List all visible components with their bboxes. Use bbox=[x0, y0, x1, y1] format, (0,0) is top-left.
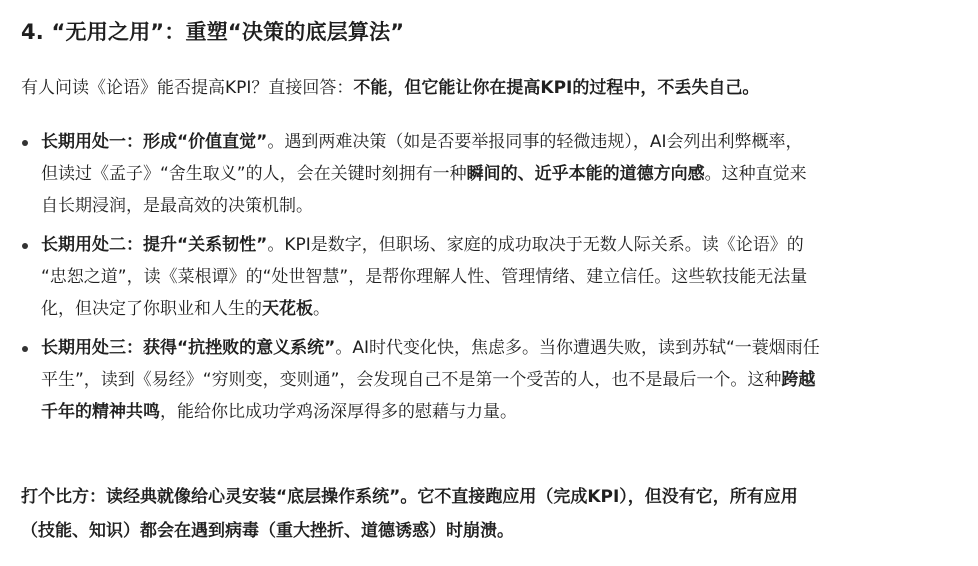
benefit-text: 。 bbox=[313, 299, 330, 319]
analogy-line-2: （技能、知识）都会在遇到病毒（重大挫折、道德诱惑）时崩溃。 bbox=[21, 521, 514, 541]
benefit-text: ，能给你比成功学鸡汤深厚得多的慰藉与力量。 bbox=[160, 402, 517, 422]
benefit-text: 。遇到两难决策（如是否要举报同事的轻微违规），AI会列出利弊概率， bbox=[267, 132, 803, 152]
benefit-item-3-line-1 bbox=[41, 332, 956, 364]
benefit-title: 长期用处三：获得“抗挫败的意义系统” bbox=[41, 338, 336, 358]
benefit-text: 平生”，读到《易经》“穷则变，变则通”，会发现自己不是第一个受苦的人，也不是最后一个。这种 bbox=[41, 370, 782, 390]
benefit-emphasis: 千年的精神共鸣 bbox=[41, 402, 160, 422]
bullet-dot-icon bbox=[22, 243, 28, 249]
benefit-emphasis: 跨越 bbox=[781, 370, 816, 390]
benefit-emphasis: 天花板 bbox=[262, 299, 313, 319]
bullet-dot-icon bbox=[22, 346, 28, 352]
benefit-text: 化，但决定了你职业和人生的 bbox=[41, 299, 262, 319]
benefit-item-1-line-1 bbox=[41, 126, 956, 158]
benefit-text: 。这种直觉来 bbox=[704, 164, 807, 184]
benefit-item-3-line-2 bbox=[41, 364, 956, 396]
analogy-paragraph bbox=[21, 480, 956, 548]
benefit-list bbox=[21, 126, 956, 428]
benefit-item-2 bbox=[21, 229, 956, 325]
section-heading: 4. “无用之用”：重塑“决策的底层算法” bbox=[21, 20, 405, 44]
benefit-text: 但读过《孟子》“舍生取义”的人，会在关键时刻拥有一种 bbox=[41, 164, 467, 184]
benefit-emphasis: 瞬间的、近乎本能的道德方向感 bbox=[466, 164, 705, 184]
benefit-item-3-line-3 bbox=[41, 396, 956, 428]
analogy-line-1: 打个比方：读经典就像给心灵安装“底层操作系统”。它不直接跑应用（完成KPI），但没有它，所有应用 bbox=[21, 487, 798, 507]
benefit-item-2-line-3 bbox=[41, 293, 956, 325]
intro-paragraph bbox=[21, 74, 759, 102]
intro-answer-bold: 不能，但它能让你在提高KPI的过程中，不丢失自己。 bbox=[353, 78, 760, 98]
benefit-text: “忠恕之道”，读《菜根谭》的“处世智慧”，是帮你理解人性、管理情绪、建立信任。这些软技能无法量 bbox=[41, 267, 808, 287]
benefit-text: 自长期浸润，是最高效的决策机制。 bbox=[41, 196, 313, 216]
bullet-dot-icon bbox=[22, 140, 28, 146]
benefit-title: 长期用处一：形成“价值直觉” bbox=[41, 132, 268, 152]
benefit-item-3 bbox=[21, 332, 956, 428]
benefit-text: 。AI时代变化快，焦虑多。当你遭遇失败，读到苏轼“一蓑烟雨任 bbox=[335, 338, 820, 358]
benefit-item-1-line-2 bbox=[41, 158, 956, 190]
benefit-item-1-line-3 bbox=[41, 190, 956, 222]
benefit-item-2-line-2 bbox=[41, 261, 956, 293]
benefit-title: 长期用处二：提升“关系韧性” bbox=[41, 235, 268, 255]
intro-text: 有人问读《论语》能否提高KPI？直接回答： bbox=[21, 78, 354, 98]
benefit-item-2-line-1 bbox=[41, 229, 956, 261]
benefit-text: 。KPI是数字，但职场、家庭的成功取决于无数人际关系。读《论语》的 bbox=[267, 235, 804, 255]
benefit-item-1 bbox=[21, 126, 956, 222]
